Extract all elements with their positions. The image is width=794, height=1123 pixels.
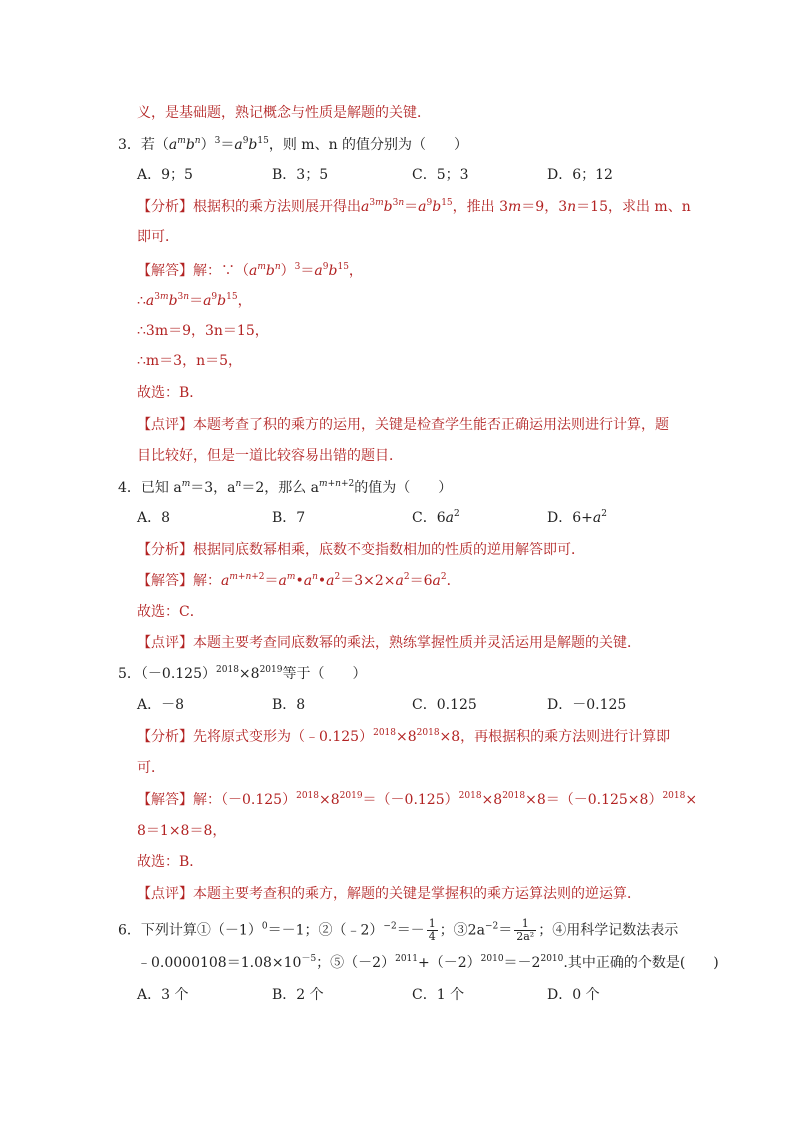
q6-line2-c: ＝－2 bbox=[503, 955, 541, 971]
q5-number: 5． bbox=[118, 666, 141, 682]
q3-analysis-line2 bbox=[137, 227, 179, 247]
question-4-stem: 4．已知 $a^m=3$，$a^n=2$，那么 $a^{m+n+2}$的值为（ ） bbox=[118, 479, 453, 496]
q4-comment-tag: 【点评】 bbox=[137, 635, 193, 651]
q5-analysis-pre: 先将原式变形为（﹣0.125） bbox=[193, 729, 374, 745]
q3-stem-post: ，则 m、n 的值分别为（ ） bbox=[268, 137, 469, 153]
q5-stem-mid: ×8 bbox=[238, 666, 260, 682]
q5-solution-d: ×8＝（－0.125×8） bbox=[525, 792, 663, 808]
q3-option-b: B．3；5 bbox=[272, 167, 329, 183]
q4-stem-post: 的值为（ ） bbox=[354, 480, 453, 496]
q3-option-d: D．6；12 bbox=[547, 167, 613, 183]
q4-solution: 【解答】解：$a^{m+n+2}=a^m•a^n•a^2=3\times 2\times a^2=6a^2$． bbox=[137, 572, 461, 589]
q6-stem-pre: 下列计算①（－1） bbox=[140, 922, 262, 939]
q3-step1: $\therefore a^{3m}b^{3n}=a^9b^{15}$， bbox=[137, 292, 252, 309]
q3-analysis-line2-text: 即可． bbox=[137, 229, 179, 245]
q6-frac2-den: 2a² bbox=[516, 930, 535, 943]
q6-number: 6． bbox=[118, 922, 141, 939]
question-6-stem: 6．下列计算$①(-1)^0=-1$；②（﹣2）$^{-2}$＝－ $\frac{1}{4}$ ；$③2a^{-2}=$ $\frac{1}{\text{2a²}}$ ；④用科学记数法表示 bbox=[118, 917, 679, 943]
q6-stem-b: ＝－ bbox=[396, 922, 425, 939]
q6-fraction-2 bbox=[514, 918, 536, 943]
q5-solution-line2-text: 8＝1×8＝8， bbox=[137, 823, 227, 839]
q3-comment-line1: 本题考查了积的乘方的运用，关键是检查学生能否正确运用法则进行计算，题 bbox=[193, 417, 669, 433]
q5-comment bbox=[137, 884, 641, 904]
intro-text: 义，是基础题，熟记概念与性质是解题的关键． bbox=[137, 105, 431, 121]
q3-analysis-mid: ，推出 bbox=[452, 199, 495, 215]
q6-stem-c: ；③2a bbox=[439, 922, 485, 939]
q5-solution-b: ＝（－0.125） bbox=[362, 792, 459, 808]
q6-line2-a: ；⑤（－2） bbox=[316, 955, 396, 971]
q5-comment-tag: 【点评】 bbox=[137, 886, 193, 902]
q5-option-a: A．－8 bbox=[137, 697, 185, 713]
q3-solution-label: 解：∵（ bbox=[193, 263, 249, 279]
q5-comment-text: 本题主要考查积的乘方，解题的关键是掌握积的乘方运算法则的逆运算． bbox=[193, 886, 641, 902]
q3-stem-mid: ） bbox=[200, 137, 215, 153]
q4-comment bbox=[137, 633, 641, 653]
q5-analysis: 【分析】先将原式变形为$(﹣0.125)^{2018}\times 8^{2018}\times 8$，再根据积的乘方法则进行计算即 bbox=[137, 728, 671, 745]
q4-choose-text: 故选：C． bbox=[137, 604, 204, 620]
q5-choose-text: 故选：B． bbox=[137, 854, 204, 870]
q5-option-d: D．－0.125 bbox=[547, 697, 627, 713]
q5-exp1: 2018 bbox=[216, 665, 239, 675]
q6-line2-b: +（－2） bbox=[418, 955, 481, 971]
q6-stem-a: ＝－1；②（﹣2） bbox=[267, 922, 384, 939]
q3-analysis: 【分析】根据积的乘方法则展开得出$a^{3m}b^{3n}=a^9b^{15}$，推出 3m＝9，3n＝15，求出 m、n bbox=[137, 198, 691, 215]
comment-tag: 【点评】 bbox=[137, 417, 193, 433]
q4-stem-mid2: ＝2，那么 a bbox=[241, 480, 320, 496]
q6-line2-pre: ﹣0.0000108＝1.08×10 bbox=[137, 955, 302, 971]
q6-stem-d: ＝ bbox=[498, 922, 513, 939]
q5-solution-line2 bbox=[137, 821, 226, 841]
q6-option-c: C．1 个 bbox=[412, 987, 465, 1003]
q3-comment bbox=[137, 415, 669, 435]
q5-solution-tag: 【解答】 bbox=[137, 792, 193, 808]
q4-option-d: D．$6+a^2$ bbox=[547, 509, 607, 526]
q6-frac2-num: 1 bbox=[514, 918, 536, 931]
q3-stem-pre: 若（ bbox=[140, 137, 169, 153]
q3-step1-prefix: ∴ bbox=[137, 293, 146, 309]
q4-analysis-text: 根据同底数幂相乘，底数不变指数相加的性质的逆用解答即可． bbox=[193, 542, 585, 558]
q6-stem-e: ；④用科学记数法表示 bbox=[538, 922, 679, 939]
q3-analysis-pre: 根据积的乘方法则展开得出 bbox=[193, 199, 361, 215]
q5-solution-a: ×8 bbox=[319, 792, 340, 808]
intro-tail bbox=[137, 103, 431, 123]
q4-comment-text: 本题主要考查同底数幂的乘法，熟练掌握性质并灵活运用是解题的关键． bbox=[193, 635, 641, 651]
q5-solution-pre: 解：（－0.125） bbox=[193, 792, 297, 808]
q5-solution-c: ×8 bbox=[481, 792, 503, 808]
q6-option-b: B．2 个 bbox=[272, 987, 324, 1003]
q6-line2-d: .其中正确的个数是( ) bbox=[563, 955, 719, 971]
q3-choose-text: 故选：B． bbox=[137, 385, 204, 401]
q6-fraction-1 bbox=[427, 918, 438, 943]
solution-tag: 【解答】 bbox=[137, 263, 193, 279]
q3-step3 bbox=[137, 351, 242, 371]
q6-frac1-num: 1 bbox=[428, 917, 436, 930]
q3-analysis-post: ，求出 m、n bbox=[607, 199, 691, 215]
q3-option-c: C．5；3 bbox=[412, 167, 469, 183]
q6-option-d: D．0 个 bbox=[547, 987, 600, 1003]
q3-comment-line2-text: 目比较好，但是一道比较容易出错的题目． bbox=[137, 448, 403, 464]
q4-stem-mid1: ＝3，a bbox=[190, 480, 236, 496]
q4-solution-tag: 【解答】 bbox=[137, 573, 193, 589]
q3-solution: 【解答】解：$\because(a^mb^n)^3=a^9b^{15}$， bbox=[137, 262, 363, 279]
analysis-tag: 【分析】 bbox=[137, 199, 193, 215]
question-5-stem bbox=[118, 664, 366, 684]
q5-option-c: C．0.125 bbox=[412, 697, 477, 713]
q4-analysis bbox=[137, 540, 585, 560]
q5-option-b: B．8 bbox=[272, 697, 306, 713]
q3-choose bbox=[137, 383, 203, 403]
q5-solution: 【解答】解：$(-0.125)^{2018}\times 8^{2019}=(-0.125)^{2018}\times 8^{2018}\times 8=(-0.125\times 8)^{2018}\times$ bbox=[137, 791, 698, 808]
q5-analysis-line2-text: 可． bbox=[137, 760, 165, 776]
q6-option-a: A．3 个 bbox=[137, 987, 189, 1003]
q3-step2-text: ∴3m＝9，3n＝15， bbox=[137, 323, 269, 339]
q5-analysis-mid: ×8 bbox=[396, 729, 417, 745]
q5-exp2: 2019 bbox=[259, 665, 283, 675]
q4-number: 4． bbox=[118, 480, 141, 496]
q6-frac1-den: 4 bbox=[428, 930, 436, 943]
q4-choose bbox=[137, 602, 204, 622]
question-3-stem: 3．若$(a^mb^n)^3=a^9b^{15}$，则 m、n 的值分别为（ ） bbox=[118, 136, 469, 153]
q4-stem-pre: 已知 a bbox=[140, 480, 182, 496]
q5-analysis-post: ×8，再根据积的乘方法则进行计算即 bbox=[439, 729, 671, 745]
q4-analysis-tag: 【分析】 bbox=[137, 542, 193, 558]
q4-option-b: B．7 bbox=[272, 510, 306, 526]
q6-stem-line2: $﹣0.0000108=1.08\times 10^{-5}$；$⑤(-2)^{2011}+(-2)^{2010}=-2^{2010}$.其中正确的个数是( ) bbox=[137, 954, 719, 971]
q5-solution-e: × bbox=[685, 792, 698, 808]
q3-option-a: A．9；5 bbox=[137, 167, 193, 183]
q3-step2 bbox=[137, 321, 269, 341]
q3-step3-text: ∴m＝3，n＝5， bbox=[137, 353, 243, 369]
q4-option-a: A．8 bbox=[137, 510, 171, 526]
q5-analysis-tag: 【分析】 bbox=[137, 729, 193, 745]
q3-number: 3． bbox=[118, 137, 141, 153]
q4-option-c: C．$6a^2$ bbox=[412, 509, 460, 526]
q5-stem-post: 等于（ ） bbox=[282, 666, 367, 682]
q3-comment-line2 bbox=[137, 446, 403, 466]
q5-choose bbox=[137, 852, 203, 872]
q5-analysis-line2 bbox=[137, 758, 165, 778]
q5-stem-pre: （－0.125） bbox=[140, 666, 217, 682]
